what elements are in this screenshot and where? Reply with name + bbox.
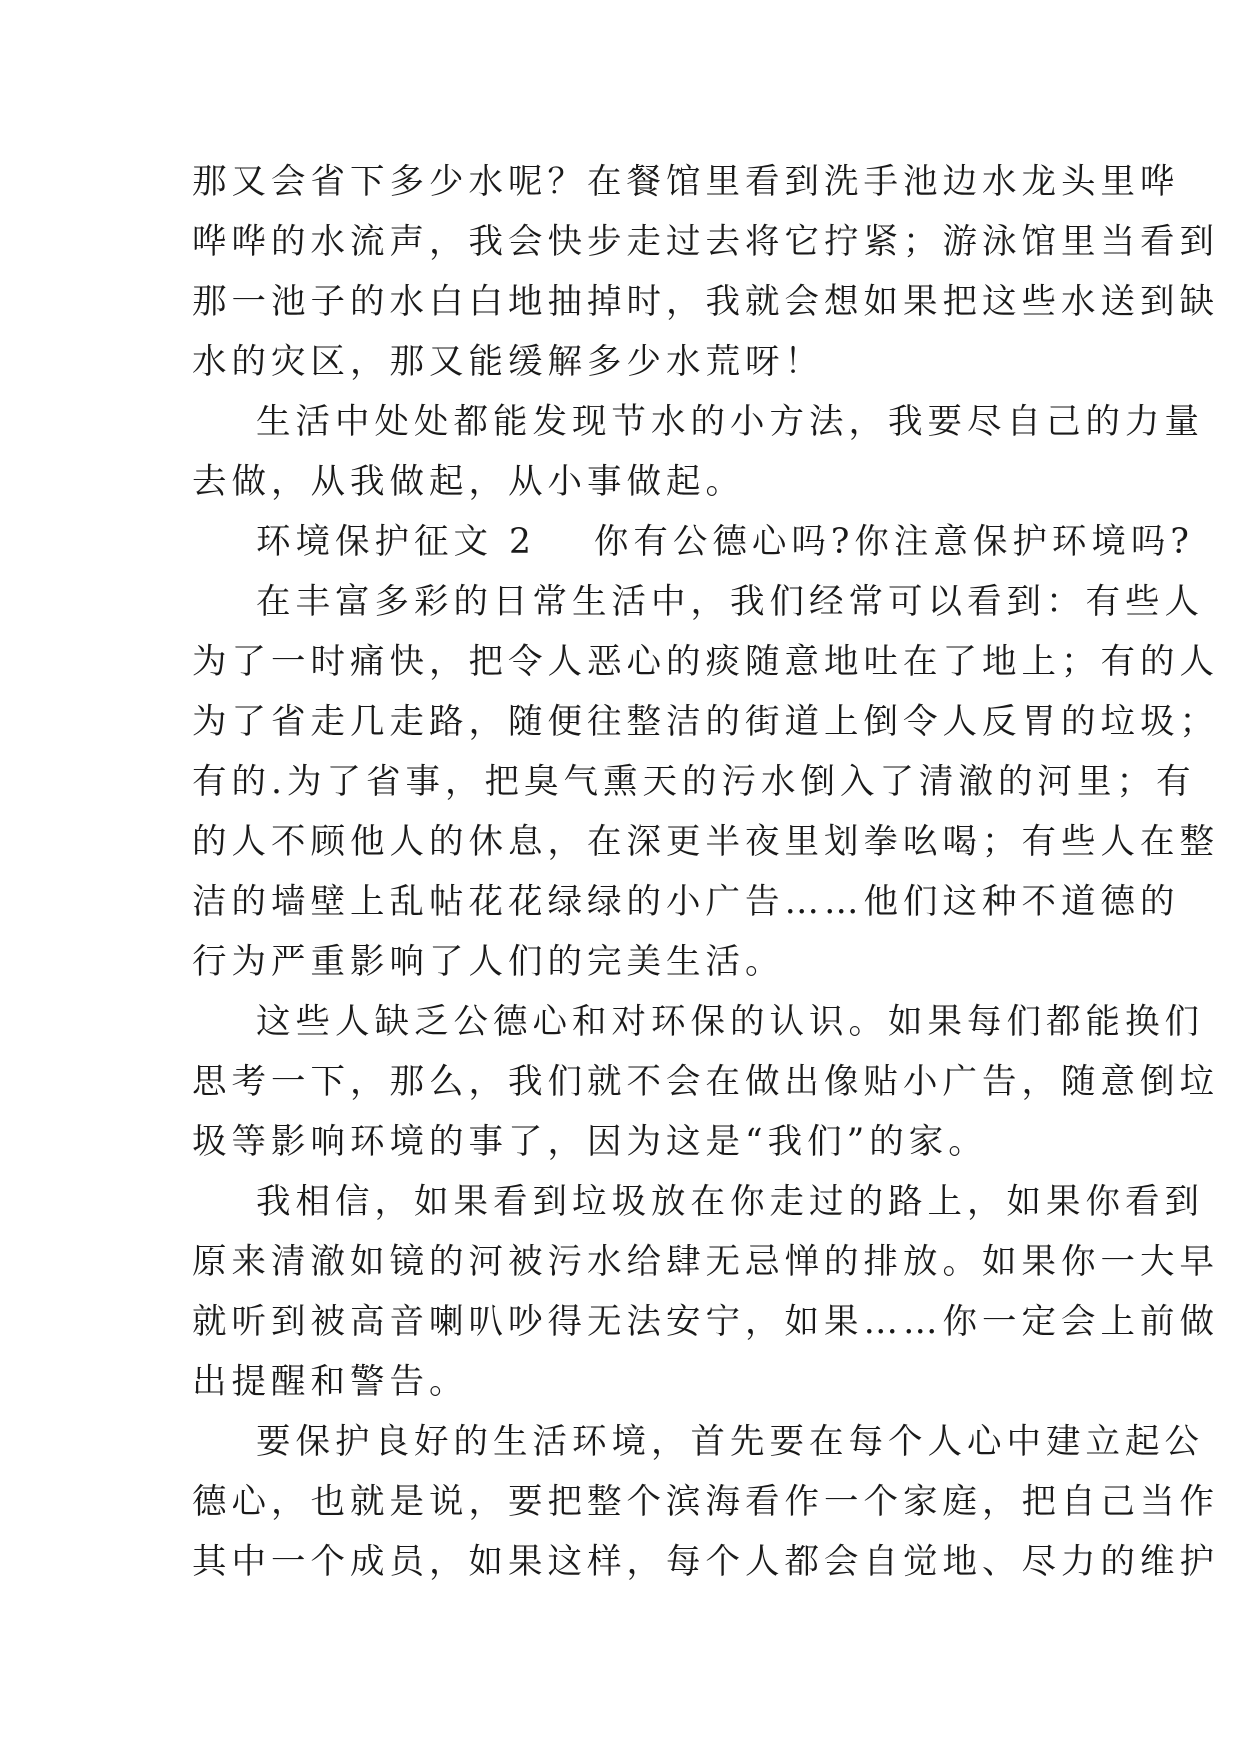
text-line: 哗哗的水流声，我会快步走过去将它拧紧；游泳馆里当看到 [192, 222, 1219, 262]
essay-heading [192, 512, 1194, 572]
text-line: 水的灾区，那又能缓解多少水荒呀！ [192, 342, 824, 382]
paragraph-lack-of-ethics [192, 992, 1219, 1172]
text-line: 要保护良好的生活环境，首先要在每个人心中建立起公 [256, 1422, 1204, 1462]
text-line: 德心，也就是说，要把整个滨海看作一个家庭，把自己当作 [192, 1482, 1219, 1522]
text-line: 思考一下，那么，我们就不会在做出像贴小广告，随意倒垃 [192, 1062, 1219, 1102]
text-line: 为了省走几走路，随便往整洁的街道上倒令人反胃的垃圾； [192, 702, 1219, 742]
text-line: 洁的墙壁上乱帖花花绿绿的小广告……他们这种不道德的 [192, 882, 1180, 922]
text-line: 有的.为了省事，把臭气熏天的污水倒入了清澈的河里；有 [192, 762, 1196, 802]
document-body [192, 152, 1219, 1592]
text-line: 那一池子的水白白地抽掉时，我就会想如果把这些水送到缺 [192, 282, 1219, 322]
text-line: 行为严重影响了人们的完美生活。 [192, 942, 785, 982]
paragraph-water-saving-continued [192, 152, 1219, 392]
text-line: 去做，从我做起，从小事做起。 [192, 462, 745, 502]
text-line: 我相信，如果看到垃圾放在你走过的路上，如果你看到 [256, 1182, 1204, 1222]
text-line: 出提醒和警告。 [192, 1362, 469, 1402]
text-line: 圾等影响环境的事了，因为这是“我们”的家。 [192, 1122, 988, 1162]
paragraph-i-believe [192, 1172, 1219, 1412]
paragraph-bad-behaviors [192, 572, 1219, 992]
paragraph-protect-environment [192, 1412, 1219, 1592]
paragraph-water-saving-conclusion [192, 392, 1204, 512]
text-line: 生活中处处都能发现节水的小方法，我要尽自己的力量 [256, 402, 1204, 442]
text-line: 就听到被高音喇叭吵得无法安宁，如果……你一定会上前做 [192, 1302, 1219, 1342]
text-line: 为了一时痛快，把令人恶心的痰随意地吐在了地上；有的人 [192, 642, 1219, 682]
essay-title: 环境保护征文 2 [256, 522, 536, 562]
text-line: 的人不顾他人的休息，在深更半夜里划拳吆喝；有些人在整 [192, 822, 1219, 862]
text-line: 原来清澈如镜的河被污水给肆无忌惮的排放。如果你一大早 [192, 1242, 1219, 1282]
text-line: 其中一个成员，如果这样，每个人都会自觉地、尽力的维护 [192, 1542, 1219, 1582]
essay-opening-question: 你有公德心吗?你注意保护环境吗? [593, 522, 1194, 562]
text-line: 在丰富多彩的日常生活中，我们经常可以看到：有些人 [256, 582, 1204, 622]
text-line: 那又会省下多少水呢？在餐馆里看到洗手池边水龙头里哗 [192, 162, 1180, 202]
text-line: 这些人缺乏公德心和对环保的认识。如果每们都能换们 [256, 1002, 1204, 1042]
